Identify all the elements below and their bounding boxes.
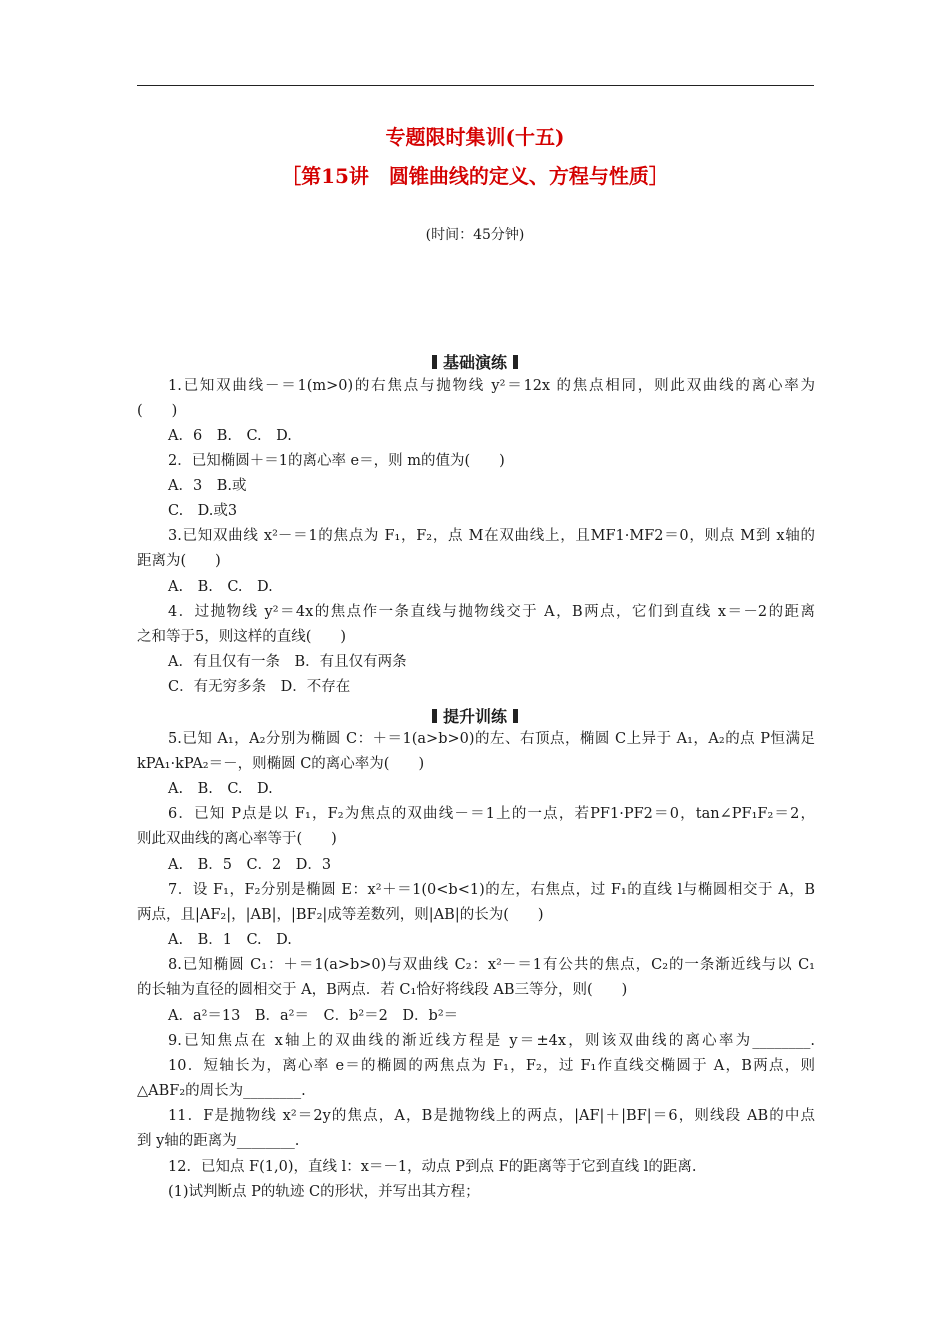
options-line: A. B. C. D.	[168, 579, 273, 595]
question-line: kPA₁·kPA₂＝－，则椭圆 C的离心率为( )	[137, 756, 425, 772]
question-line: 9.已知焦点在 x轴上的双曲线的渐近线方程是 y＝±4x，则该双曲线的离心率为________.	[168, 1033, 815, 1049]
question-line: 两点，且|AF₂|，|AB|，|BF₂|成等差数列，则|AB|的长为( )	[137, 907, 544, 923]
page-title: 专题限时集训(十五)	[385, 125, 565, 149]
page-subtitle: ［第15讲 圆锥曲线的定义、方程与性质］	[281, 164, 669, 188]
question-line: 10．短轴长为，离心率 e＝的椭圆的两焦点为 F₁，F₂，过 F₁作直线交椭圆于 A，B两点，则	[168, 1058, 815, 1074]
question-line: △ABF₂的周长为________.	[137, 1083, 306, 1099]
section-advanced-label: 提升训练	[442, 707, 507, 726]
question-line: 5.已知 A₁，A₂分别为椭圆 C：＋＝1(a>b>0)的左、右顶点，椭圆 C上异于 A₁，A₂的点 P恒满足	[168, 731, 815, 747]
options-line: A．3 B.或	[168, 478, 247, 494]
section-marker-icon	[432, 709, 437, 723]
options-line: A. B．5 C．2 D．3	[168, 857, 332, 873]
section-basic-label: 基础演练	[442, 353, 507, 372]
question-line: 8.已知椭圆 C₁：＋＝1(a>b>0)与双曲线 C₂：x²－＝1有公共的焦点，C₂的一条渐近线与以 C₁	[168, 957, 815, 973]
question-line: 到 y轴的距离为________.	[137, 1133, 300, 1149]
header-rule	[137, 85, 814, 86]
section-marker-icon	[513, 709, 518, 723]
question-line: 距离为( )	[137, 553, 221, 569]
question-line: 则此双曲线的离心率等于( )	[137, 831, 337, 847]
question-line: 之和等于5，则这样的直线( )	[137, 629, 347, 645]
question-line: 4．过抛物线 y²＝4x的焦点作一条直线与抛物线交于 A，B两点，它们到直线 x＝－2的距离	[168, 604, 815, 620]
section-advanced	[0, 704, 950, 727]
question-line: 的长轴为直径的圆相交于 A，B两点．若 C₁恰好将线段 AB三等分，则( )	[137, 982, 628, 998]
section-marker-icon	[432, 355, 437, 369]
time-limit: (时间：45分钟)	[425, 227, 525, 243]
question-line: 2．已知椭圆＋＝1的离心率 e＝，则 m的值为( )	[168, 453, 505, 469]
question-line: (1)试判断点 P的轨迹 C的形状，并写出其方程；	[168, 1184, 480, 1200]
question-line: 11．F是抛物线 x²＝2y的焦点，A，B是抛物线上的两点，|AF|＋|BF|＝6，则线段 AB的中点	[168, 1108, 815, 1124]
section-basic	[0, 350, 950, 373]
question-line: 1.已知双曲线－＝1(m>0)的右焦点与抛物线 y²＝12x 的焦点相同，则此双曲线的离心率为	[168, 378, 815, 394]
options-line: C．有无穷多条 D．不存在	[168, 679, 351, 695]
question-line: 6．已知 P点是以 F₁，F₂为焦点的双曲线－＝1上的一点，若PF1·PF2＝0，tan∠PF₁F₂＝2，	[168, 806, 815, 822]
section-marker-icon	[513, 355, 518, 369]
options-line: C. D.或3	[168, 503, 238, 519]
question-line: 7．设 F₁，F₂分别是椭圆 E：x²＋＝1(0<b<1)的左，右焦点，过 F₁的直线 l与椭圆相交于 A，B	[168, 882, 815, 898]
options-line: A．a²＝13 B．a²＝ C．b²＝2 D．b²＝	[168, 1008, 459, 1024]
options-line: A. B. C. D.	[168, 781, 273, 797]
question-line: ( )	[137, 403, 178, 419]
question-line: 12．已知点 F(1,0)，直线 l：x＝－1，动点 P到点 F的距离等于它到直线 l的距离.	[168, 1159, 697, 1175]
question-line: 3.已知双曲线 x²－＝1的焦点为 F₁，F₂，点 M在双曲线上，且MF1·MF2＝0，则点 M到 x轴的	[168, 528, 815, 544]
options-line: A．有且仅有一条 B．有且仅有两条	[168, 654, 407, 670]
options-line: A．6 B. C. D.	[168, 428, 292, 444]
options-line: A. B．1 C. D.	[168, 932, 292, 948]
